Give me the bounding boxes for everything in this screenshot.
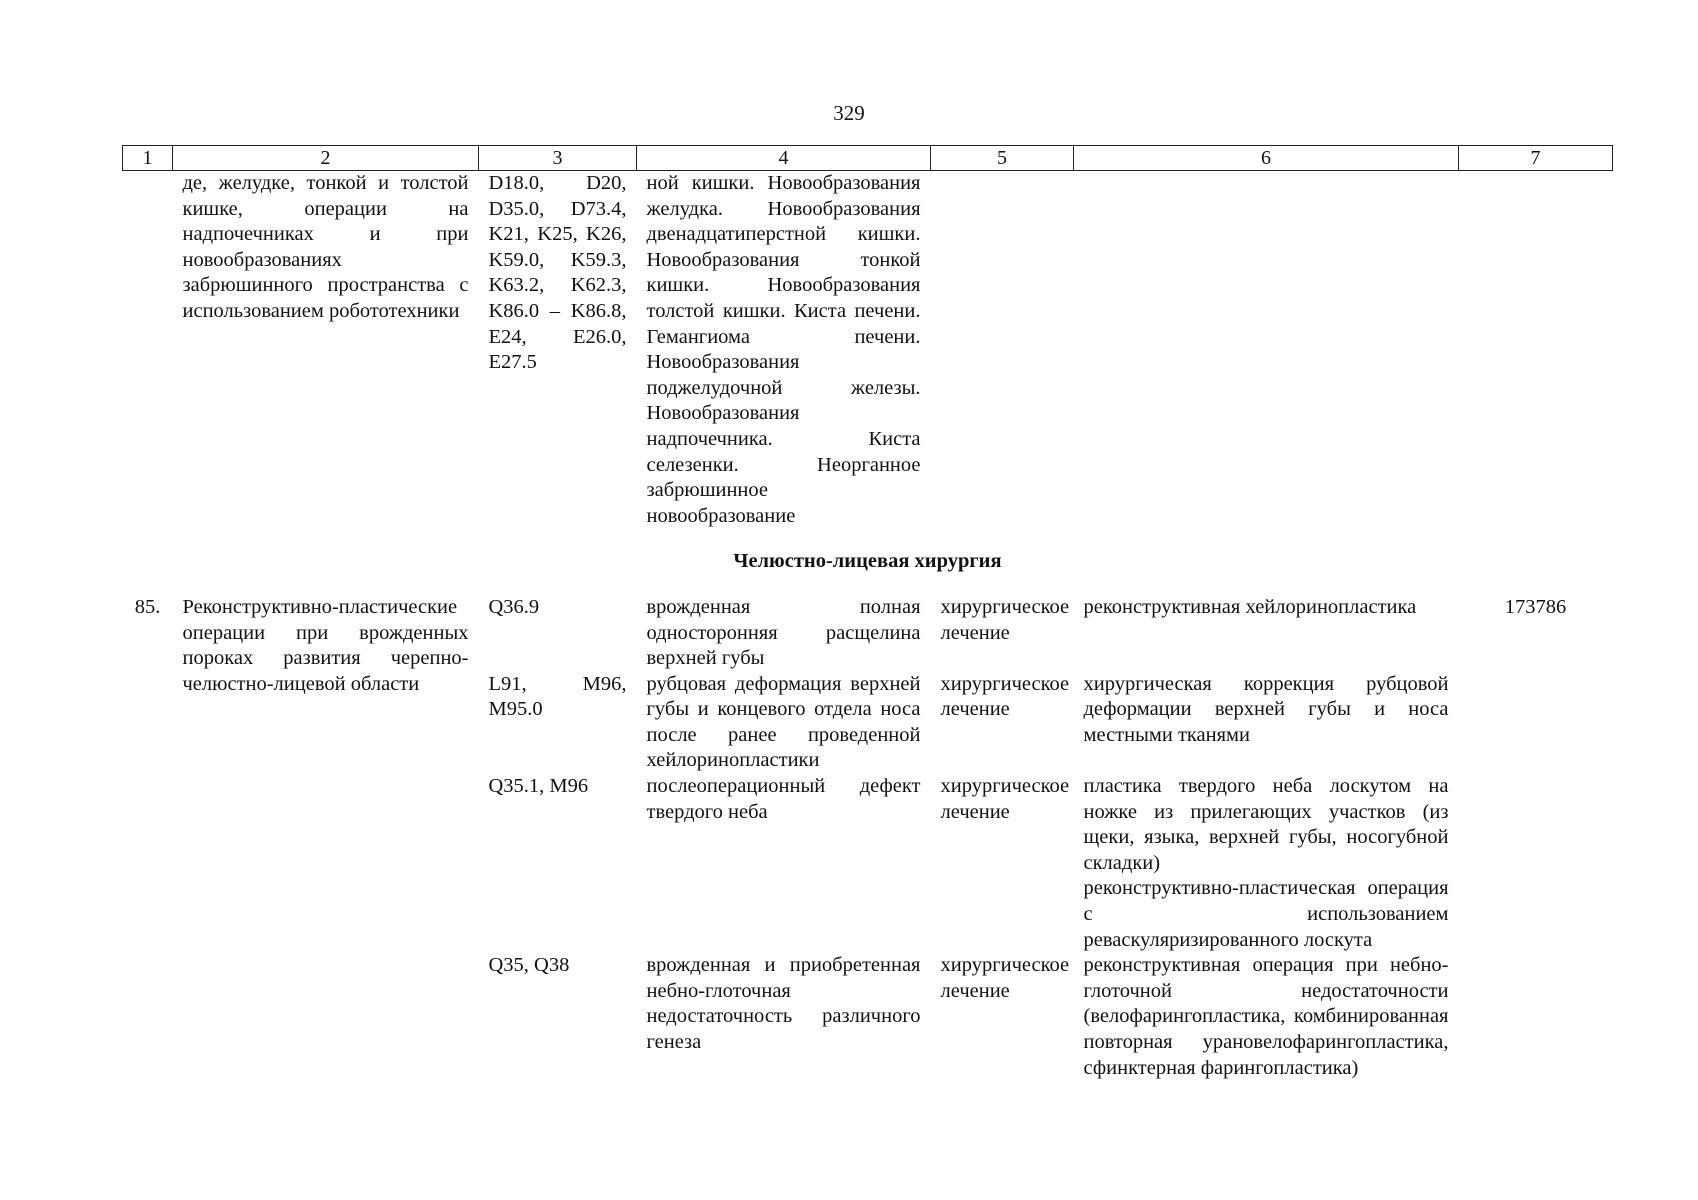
section-heading-row <box>123 529 1613 595</box>
section-title: Челюстно-лицевая хирургия <box>733 550 1002 573</box>
treatment-method-group <box>1074 774 1459 953</box>
condition: рубцовая деформация верхней губы и концевого отдела носа после ранее проведенной хейлоринопластики <box>646 672 921 772</box>
entry-cost: 173786 <box>1504 595 1567 618</box>
condition: врожденная и приобретенная небно-глоточная недостаточность различного генеза <box>646 954 921 1053</box>
entry-number: 85. <box>134 595 161 618</box>
entry-procedure-name: Реконструктивно-пластические операции при врожденных пороках развития черепно-челюстно-лицевой области <box>182 595 469 695</box>
treatment-method: пластика твердого неба лоскутом на ножке из прилегающих участков (из щеки, языка, верхней губы, носогубной складки) <box>1083 775 1449 874</box>
column-header-7: 7 <box>1459 146 1613 171</box>
treatment-method: реконструктивная операция при небно-глоточной недостаточности (велофарингопластика, комбинированная повторная урановелофарингопластика, сфинктерная фарингопластика) <box>1083 954 1449 1079</box>
column-header-5: 5 <box>931 146 1074 171</box>
procedures-table <box>122 145 1613 1081</box>
column-header-3: 3 <box>479 146 637 171</box>
continuation-conditions: ной кишки. Новообразования желудка. Новообразования двенадцатиперстной кишки. Новообразования тонкой кишки. Новообразования толстой кишки. Киста печени. Гемангиома печени. Новообразования поджелудочной железы. Новообразования надпочечника. Киста селезенки. Неорганное забрюшинное новообразование <box>646 172 921 527</box>
treatment-method-alternative: реконструктивно-пластическая операция с использованием реваскуляризированного лоскута <box>1083 877 1449 951</box>
treatment-type: хирургическое лечение <box>940 954 1070 1002</box>
treatment-type: хирургическое лечение <box>940 595 1070 644</box>
icd-codes: Q35.1, M96 <box>488 775 589 798</box>
page-number: 329 <box>833 101 865 125</box>
continuation-icd-codes: D18.0, D20, D35.0, D73.4, K21, K25, K26, K59.0, K59.3, K63.2, K62.3, K86.0 – K86.8, E24, E26.0, E27.5 <box>488 172 627 374</box>
column-number-header-row <box>123 146 1613 171</box>
column-header-6: 6 <box>1074 146 1459 171</box>
treatment-type: хирургическое лечение <box>940 672 1070 721</box>
treatment-method: хирургическая коррекция рубцовой деформации верхней губы и носа местными тканями <box>1083 672 1449 746</box>
column-header-1: 1 <box>123 146 173 171</box>
continuation-row <box>123 171 1613 530</box>
continuation-procedure-name: де, желудке, тонкой и толстой кишке, операции на надпочечниках и при новообразованиях забрюшинного пространства с использованием робототехники <box>182 172 469 322</box>
condition: послеоперационный дефект твердого неба <box>646 775 921 823</box>
entry-row-1 <box>123 595 1613 672</box>
icd-codes: Q35, Q38 <box>488 954 570 977</box>
treatment-method: реконструктивная хейлоринопластика <box>1083 595 1417 618</box>
icd-codes: Q36.9 <box>488 595 540 618</box>
treatment-type: хирургическое лечение <box>940 775 1070 823</box>
condition: врожденная полная односторонняя расщелина верхней губы <box>646 595 921 670</box>
column-header-4: 4 <box>637 146 931 171</box>
column-header-2: 2 <box>173 146 479 171</box>
icd-codes: L91, M96, M95.0 <box>488 672 627 721</box>
